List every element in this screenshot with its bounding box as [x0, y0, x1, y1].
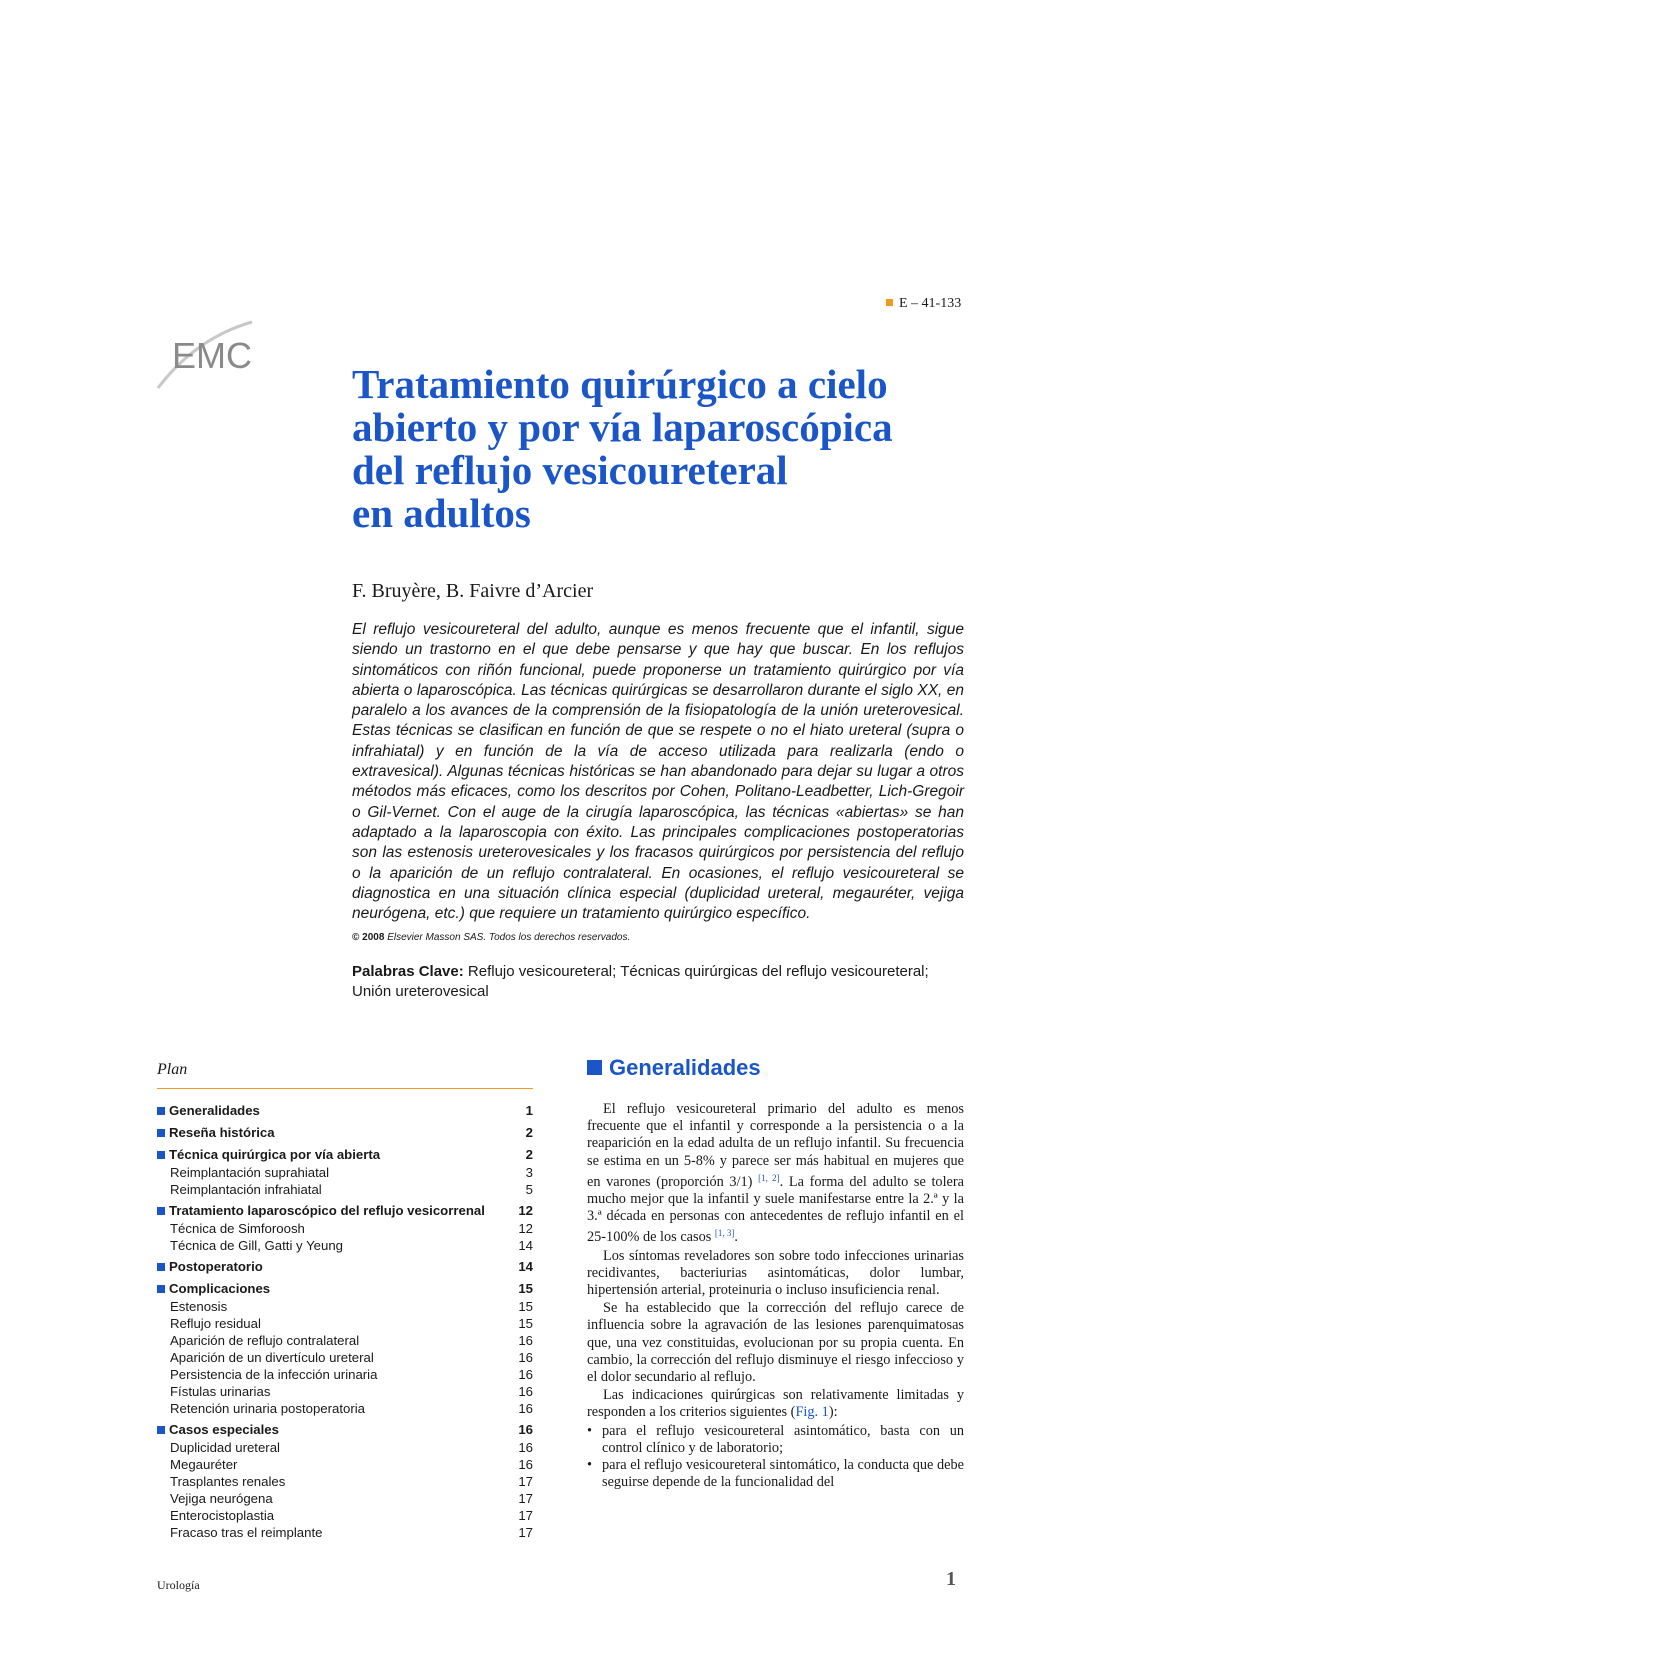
paragraph: Se ha establecido que la corrección del reflujo carece de influencia sobre la agravación de las lesiones parenquimatosas que, una vez constituidas, evolucionan por su propia cuenta. En cambio, la corrección del reflujo disminuye el riesgo infeccioso y el dolor secundario al reflujo.: [587, 1300, 964, 1386]
abstract: El reflujo vesicoureteral del adulto, aunque es menos frecuente que el infantil, sigue siendo un trastorno en el que debe pensarse y que hay que buscar. En los reflujos sintomáticos con riñón funcional, puede proponerse un tratamiento quirúrgico por vía abierta o laparoscópica. Las técnicas quirúrgicas se desarrollaron durante el siglo XX, en paralelo a los avances de la comprensión de la fisiopatología de la unión ureterovesical. Estas técnicas se clasifican en función de que se respete o no el hiato ureteral (supra o infrahiatal) y en función de la vía de acceso utilizada para realizarla (endo o extravesical). Algunas técnicas históricas se han abandonado para dejar su lugar a otros métodos más eficaces, como los descritos por Cohen, Politano-Leadbetter, Lich-Gregoir o Gil-Vernet. Con el auge de la cirugía laparoscópica, las técnicas «abiertas» se han adaptado a la laparoscopia con éxito. Las principales complicaciones postoperatorias son las estenosis ureterovesicales y los fracasos quirúrgicos por persistencia del reflujo o la aparición de un reflujo contralateral. En ocasiones, el reflujo vesicoureteral se diagnostica en una situación clínica especial (duplicidad ureteral, megauréter, vejiga neurógena, etc.) que requiere un tratamiento quirúrgico específico.: [352, 621, 964, 923]
plan-divider: [157, 1088, 533, 1089]
toc-subsection[interactable]: [157, 1220, 533, 1237]
document-code: E – 41-133: [886, 296, 961, 312]
toc-subsection-label: Reflujo residual: [170, 1316, 261, 1331]
citation-link[interactable]: [1, 2]: [758, 1172, 780, 1183]
toc-section-label: Postoperatorio: [169, 1259, 263, 1274]
toc-page: 14: [518, 1259, 533, 1274]
blue-square-icon: [157, 1129, 165, 1137]
table-of-contents: [157, 1102, 533, 1541]
authors: F. Bruyère, B. Faivre d’Arcier: [352, 580, 594, 602]
toc-subsection-label: Persistencia de la infección urinaria: [170, 1367, 378, 1382]
toc-page: 17: [518, 1491, 533, 1506]
toc-page: 16: [518, 1333, 533, 1348]
svg-text:EMC: EMC: [172, 335, 252, 376]
toc-subsection[interactable]: [157, 1164, 533, 1181]
citation-link[interactable]: [1, 3]: [714, 1228, 735, 1239]
toc-subsection-label: Técnica de Gill, Gatti y Yeung: [170, 1238, 344, 1253]
toc-section-label: Generalidades: [169, 1103, 260, 1118]
copyright: © 2008 Elsevier Masson SAS. Todos los derechos reservados.: [352, 932, 631, 943]
toc-subsection-label: Aparición de un divertículo ureteral: [170, 1350, 374, 1365]
toc-page: 12: [518, 1203, 533, 1218]
toc-page: 16: [518, 1367, 533, 1382]
toc-page: 15: [518, 1281, 533, 1296]
toc-section[interactable]: [157, 1202, 533, 1220]
toc-page: 17: [518, 1474, 533, 1489]
toc-subsection[interactable]: [157, 1490, 533, 1507]
toc-subsection-label: Retención urinaria postoperatoria: [170, 1401, 365, 1416]
toc-subsection[interactable]: [157, 1524, 533, 1541]
emc-logo: [156, 318, 254, 390]
toc-subsection-label: Duplicidad ureteral: [170, 1440, 280, 1455]
toc-section[interactable]: [157, 1124, 533, 1142]
toc-subsection-label: Reimplantación suprahiatal: [170, 1165, 330, 1180]
toc-page: 16: [518, 1440, 533, 1455]
section-heading: Generalidades: [587, 1055, 761, 1081]
toc-page: 12: [518, 1221, 533, 1236]
blue-square-icon: [157, 1263, 165, 1271]
blue-square-icon: [157, 1107, 165, 1115]
toc-page: 16: [518, 1457, 533, 1472]
toc-subsection-label: Megauréter: [170, 1457, 238, 1472]
toc-section[interactable]: [157, 1102, 533, 1120]
list-item: • para el reflujo vesicoureteral asintomático, basta con un control clínico y de laboratorio;: [587, 1423, 964, 1457]
figure-link[interactable]: Fig. 1: [795, 1404, 829, 1421]
blue-square-icon: [157, 1207, 165, 1215]
toc-section[interactable]: [157, 1421, 533, 1439]
toc-subsection-label: Fracaso tras el reimplante: [170, 1525, 323, 1540]
toc-page: 16: [518, 1384, 533, 1399]
orange-square-icon: [886, 299, 893, 306]
toc-subsection[interactable]: [157, 1439, 533, 1456]
toc-page: 16: [518, 1350, 533, 1365]
toc-subsection[interactable]: [157, 1349, 533, 1366]
toc-page: 3: [525, 1165, 533, 1180]
toc-page: 14: [518, 1238, 533, 1253]
blue-square-icon: [157, 1151, 165, 1159]
toc-subsection-label: Técnica de Simforoosh: [170, 1221, 305, 1236]
toc-page: 17: [518, 1525, 533, 1540]
toc-subsection-label: Vejiga neurógena: [170, 1491, 273, 1506]
plan-title: Plan: [157, 1061, 188, 1078]
toc-page: 15: [518, 1299, 533, 1314]
footer-section: Urología: [157, 1578, 200, 1592]
toc-page: 16: [518, 1401, 533, 1416]
blue-square-icon: [587, 1060, 602, 1075]
toc-subsection[interactable]: [157, 1298, 533, 1315]
toc-subsection[interactable]: [157, 1237, 533, 1254]
page-number: 1: [946, 1568, 956, 1590]
toc-subsection-label: Estenosis: [170, 1299, 228, 1314]
toc-subsection-label: Fístulas urinarias: [170, 1384, 271, 1399]
toc-subsection-label: Enterocistoplastia: [170, 1508, 275, 1523]
toc-page: 2: [525, 1125, 533, 1140]
toc-subsection[interactable]: [157, 1473, 533, 1490]
toc-subsection-label: Trasplantes renales: [170, 1474, 286, 1489]
toc-page: 16: [518, 1422, 533, 1437]
toc-section-label: Complicaciones: [169, 1281, 271, 1296]
section-body: [587, 1101, 964, 1491]
blue-square-icon: [157, 1426, 165, 1434]
bullet-list: [587, 1423, 964, 1492]
toc-page: 1: [525, 1103, 533, 1118]
toc-section[interactable]: [157, 1258, 533, 1276]
keywords: Palabras Clave: Reflujo vesicoureteral; Técnicas quirúrgicas del reflujo vesicoureteral; Unión ureterovesical: [352, 963, 929, 1000]
toc-section-label: Reseña histórica: [169, 1125, 275, 1140]
toc-section-label: Casos especiales: [169, 1422, 279, 1437]
toc-subsection[interactable]: [157, 1332, 533, 1349]
toc-subsection[interactable]: [157, 1400, 533, 1417]
toc-page: 2: [525, 1147, 533, 1162]
toc-subsection[interactable]: [157, 1456, 533, 1473]
toc-section-label: Técnica quirúrgica por vía abierta: [169, 1147, 381, 1162]
article-title: Tratamiento quirúrgico a cielo abierto y por vía laparoscópica del reflujo vesicoureteral en adultos: [352, 361, 893, 536]
blue-square-icon: [157, 1285, 165, 1293]
toc-section[interactable]: [157, 1146, 533, 1164]
toc-subsection[interactable]: [157, 1507, 533, 1524]
toc-page: 5: [525, 1182, 533, 1197]
toc-page: 17: [518, 1508, 533, 1523]
list-item: • para el reflujo vesicoureteral sintomático, la conducta que debe seguirse depende de la funcionalidad del: [587, 1457, 964, 1491]
toc-subsection-label: Reimplantación infrahiatal: [170, 1182, 322, 1197]
paragraph: El reflujo vesicoureteral primario del adulto es menos frecuente que el infantil y corresponde a la persistencia o a la reaparición en la edad adulta de un reflujo infantil. Su frecuencia se estima en un 5-8% y parece ser más habitual en mujeres que en varones (proporción 3/1) [1, 2]. La forma del adulto se tolera mucho mejor que la infantil y suele manifestarse entre la 2.ª y la 3.ª década en personas con antecedentes de reflujo infantil en el 25-100% de los casos [1, 3].: [587, 1101, 964, 1246]
toc-subsection[interactable]: [157, 1181, 533, 1198]
toc-section[interactable]: [157, 1280, 533, 1298]
paragraph: Las indicaciones quirúrgicas son relativamente limitadas y responden a los criterios siguientes (Fig. 1):: [587, 1387, 964, 1421]
toc-page: 15: [518, 1316, 533, 1331]
toc-subsection[interactable]: [157, 1315, 533, 1332]
toc-section-label: Tratamiento laparoscópico del reflujo vesicorrenal: [169, 1203, 485, 1218]
toc-subsection-label: Aparición de reflujo contralateral: [170, 1333, 360, 1348]
toc-subsection[interactable]: [157, 1383, 533, 1400]
toc-subsection[interactable]: [157, 1366, 533, 1383]
paragraph: Los síntomas reveladores son sobre todo infecciones urinarias recidivantes, bacteriurias asintomáticas, dolor lumbar, hipertensión arterial, proteinuria o incluso insuficiencia renal.: [587, 1247, 964, 1299]
